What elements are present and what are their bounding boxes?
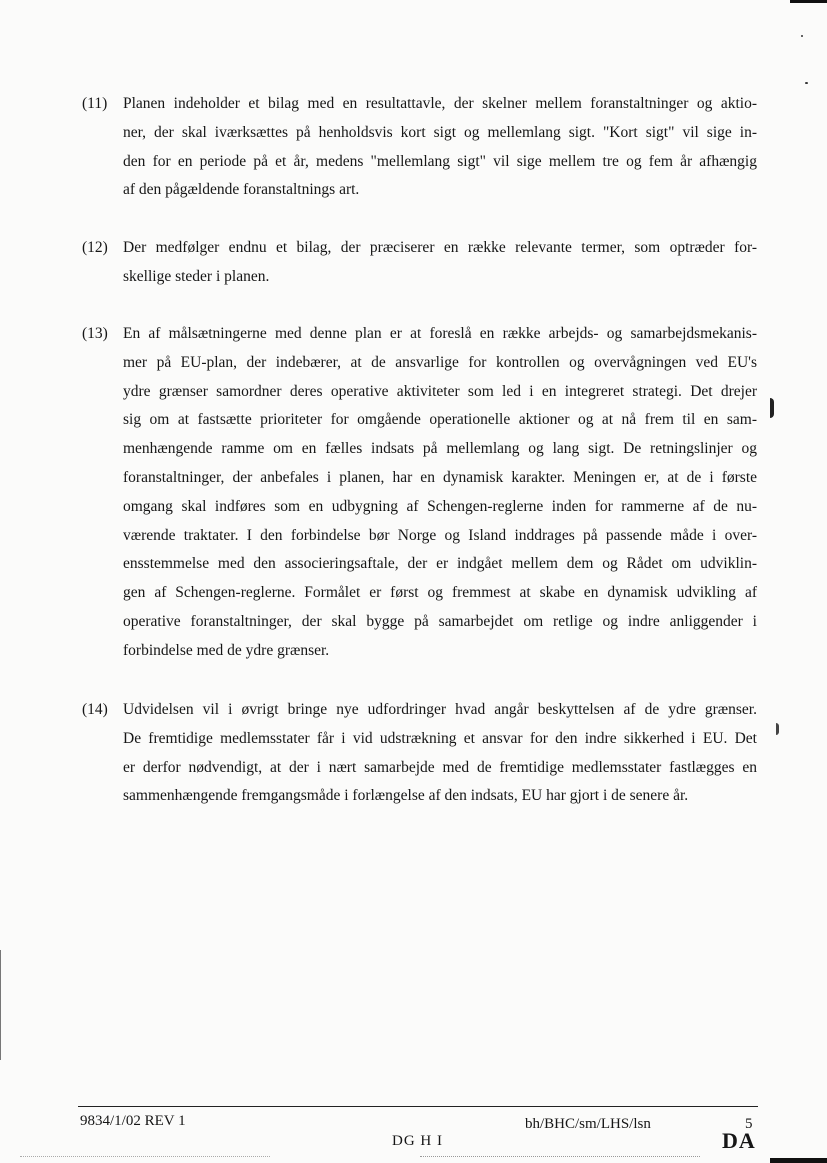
scan-edge-mark (790, 0, 827, 3)
text-line: af den pågældende foranstaltnings art. (123, 181, 360, 199)
text-line: er derfor nødvendigt, at der i nært samarbejde med de fremtidige medlemsstater fastlægges en (123, 758, 757, 776)
paragraph-text (123, 696, 757, 811)
text-line: En af målsætningerne med denne plan er at foreslå en række arbejds- og samarbejdsmekanis- (123, 325, 757, 342)
paragraph-number: (13) (82, 325, 108, 342)
text-line: menhængende ramme om en fælles indsats på mellemlang og lang sigt. De retningslinjer og (123, 440, 757, 458)
text-line: skellige steder i planen. (123, 267, 270, 285)
text-line: sammenhængende fremgangsmåde i forlængelse af den indsats, EU har gjort i de senere år. (123, 787, 689, 805)
paragraph-number: (11) (82, 95, 108, 112)
scan-speck (805, 82, 808, 84)
paragraph-text (123, 320, 757, 666)
paragraph-text (123, 90, 757, 205)
paragraph-number: (14) (82, 701, 108, 718)
text-line: Planen indeholder et bilag med en resultattavle, der skelner mellem foranstaltninger og aktio- (123, 95, 757, 112)
text-line: sig om at fastsætte prioriteter for omgående operationelle aktioner og at nå frem til en sam- (123, 411, 757, 429)
scan-speck (801, 35, 803, 37)
scan-noise (20, 1156, 270, 1159)
text-line: Der medfølger endnu et bilag, der præciserer en række relevante termer, som optræder for- (123, 239, 757, 256)
scan-noise (420, 1156, 700, 1159)
text-line: ensstemmelse med den associeringsaftale, der er indgået mellem dem og Rådet om udviklin- (123, 555, 757, 573)
footer-doc-ref: 9834/1/02 REV 1 (80, 1113, 186, 1129)
text-line: De fremtidige medlemsstater får i vid udstrækning et ansvar for den indre sikkerhed i EU. Det (123, 729, 757, 747)
text-line: mer på EU-plan, der indebærer, at de ansvarlige for kontrollen og overvågningen ved EU's (123, 353, 757, 371)
scan-edge-line (0, 950, 1, 1060)
text-line: den for en periode på et år, medens "mellemlang sigt" vil sige mellem tre og fem år afhængig (123, 152, 757, 170)
footer-rule (78, 1106, 758, 1107)
footer-page-number: 5 (745, 1116, 753, 1132)
text-line: omgang skal indføres som en udbygning af Schengen-reglerne inden for rammerne af de nu- (123, 497, 757, 515)
footer-language: DA (722, 1128, 756, 1153)
text-line: forbindelse med de ydre grænser. (123, 641, 330, 659)
scan-edge-mark (770, 1158, 827, 1163)
paragraph-text (123, 234, 757, 292)
text-line: foranstaltninger, der anbefales i planen, har en dynamisk karakter. Meningen er, at de i første (123, 468, 757, 486)
scan-bracket-mark (770, 398, 774, 418)
paragraph-number: (12) (82, 239, 108, 256)
text-line: operative foranstaltninger, der skal bygge på samarbejdet om retlige og indre anliggender i (123, 612, 757, 630)
footer-author-ref: bh/BHC/sm/LHS/lsn (525, 1116, 651, 1132)
text-line: gen af Schengen-reglerne. Formålet er først og fremmest at skabe en dynamisk udvikling af (123, 584, 757, 602)
text-line: ner, der skal iværksættes på henholdsvis kort sigt og mellemlang sigt. "Kort sigt" vil sige in- (123, 123, 757, 141)
footer-dg: DG H I (392, 1133, 443, 1149)
text-line: ydre grænser samordner deres operative aktiviteter som led i en integreret strategi. Det drejer (123, 382, 757, 400)
text-line: værende traktater. I den forbindelse bør Norge og Island inddrages på passende måde i over- (123, 526, 757, 544)
scan-bracket-mark (776, 723, 779, 735)
text-line: Udvidelsen vil i øvrigt bringe nye udfordringer hvad angår beskyttelsen af de ydre grænser. (123, 701, 757, 718)
